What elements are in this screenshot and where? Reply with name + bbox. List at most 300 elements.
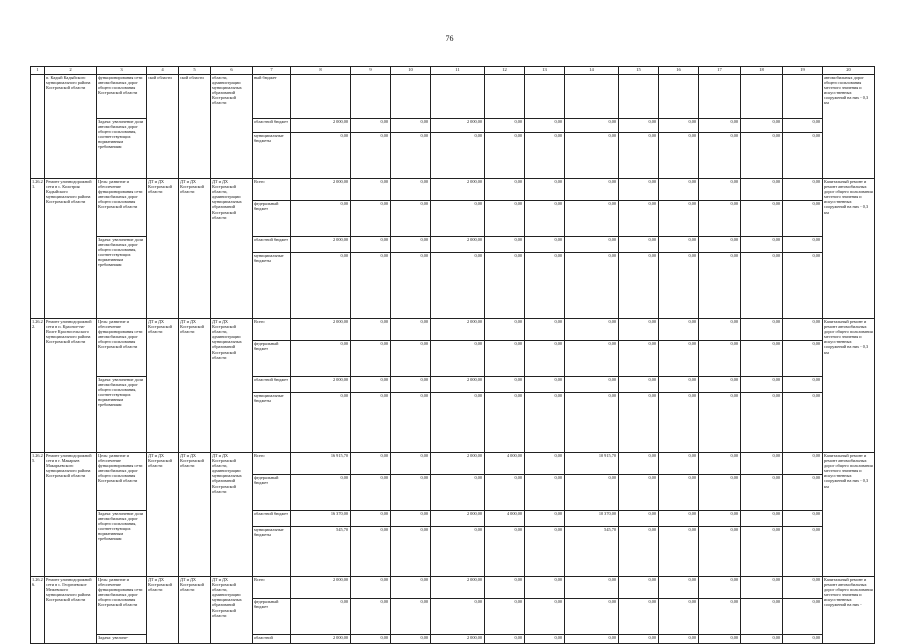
amount-cell: 0,00	[525, 635, 565, 644]
amount-cell: 0,00	[783, 453, 823, 475]
amount-cell: 0,00	[741, 393, 783, 453]
amount-cell	[525, 75, 565, 119]
amount-cell: 0,00	[391, 635, 431, 644]
amount-cell: 0,00	[619, 527, 659, 577]
column-header: 10	[391, 67, 431, 75]
amount-cell: 0,00	[619, 511, 659, 527]
amount-cell: 2 000,00	[431, 319, 485, 341]
amount-cell: 0,00	[741, 377, 783, 393]
task-cell: Задача: увеличение доли автомобильных дорог общего пользования, соответствующих нормативным требованиям	[97, 119, 147, 179]
funding-source-label: муниципальные бюджеты	[253, 133, 291, 179]
table-row	[31, 75, 875, 119]
amount-cell: 0,00	[391, 453, 431, 475]
amount-cell: 0,00	[485, 133, 525, 179]
amount-cell: 0,00	[485, 341, 525, 377]
amount-cell	[659, 75, 699, 119]
goal-cell: Цель: развитие и обеспечение функционирования сети автомобильных дорог общего пользования Костромской области	[97, 319, 147, 377]
amount-cell	[431, 75, 485, 119]
amount-cell: 0,00	[659, 179, 699, 201]
amount-cell: 0,00	[565, 119, 619, 133]
amount-cell: 0,00	[391, 377, 431, 393]
amount-cell: 16 915,70	[291, 453, 351, 475]
amount-cell: 0,00	[351, 201, 391, 237]
amount-cell: 0,00	[699, 341, 741, 377]
amount-cell: 2 000,00	[431, 119, 485, 133]
amount-cell: 0,00	[485, 377, 525, 393]
row-code: 1.26.22.	[31, 319, 45, 453]
amount-cell: 0,00	[659, 119, 699, 133]
amount-cell: 0,00	[783, 527, 823, 577]
amount-cell: 0,00	[741, 341, 783, 377]
amount-cell: 0,00	[699, 377, 741, 393]
amount-cell: 0,00	[619, 319, 659, 341]
amount-cell: 0,00	[431, 133, 485, 179]
amount-cell: 0,00	[783, 635, 823, 644]
executor-cell: ДТ и ДХ Костромской области	[147, 577, 179, 644]
amount-cell: 0,00	[431, 341, 485, 377]
amount-cell: 0,00	[741, 253, 783, 319]
funding-source-label: федеральный бюджет	[253, 201, 291, 237]
amount-cell: 0,00	[659, 577, 699, 599]
amount-cell: 0,00	[291, 599, 351, 635]
task-cell: Задача: увеличение доли автомобильных дорог общего пользования, соответствующих нормативным требованиям	[97, 377, 147, 453]
amount-cell: 0,00	[485, 237, 525, 253]
amount-cell: 2 000,00	[431, 179, 485, 201]
column-header: 15	[619, 67, 659, 75]
column-header: 16	[659, 67, 699, 75]
amount-cell: 0,00	[525, 527, 565, 577]
amount-cell: 0,00	[485, 577, 525, 599]
object-name: Ремонт уличнодорожной сети в с. Георгиевское Межевского муниципального района Костромской области	[45, 577, 97, 644]
object-name: п. Кадый Кадыйского муниципального района Костромской области	[45, 75, 97, 179]
amount-cell: 0,00	[741, 179, 783, 201]
amount-cell: 0,00	[431, 393, 485, 453]
amount-cell: 0,00	[485, 393, 525, 453]
amount-cell: 0,00	[431, 599, 485, 635]
funding-source-label: муниципальные бюджеты	[253, 253, 291, 319]
amount-cell: 0,00	[565, 599, 619, 635]
amount-cell: 2 000,00	[291, 377, 351, 393]
amount-cell: 0,00	[565, 393, 619, 453]
amount-cell: 0,00	[659, 599, 699, 635]
amount-cell: 0,00	[565, 253, 619, 319]
amount-cell: 0,00	[619, 133, 659, 179]
amount-cell: 0,00	[351, 599, 391, 635]
amount-cell: 0,00	[431, 475, 485, 511]
amount-cell: 2 000,00	[291, 577, 351, 599]
amount-cell: 0,00	[525, 377, 565, 393]
amount-cell: 0,00	[565, 201, 619, 237]
amount-cell: 0,00	[741, 453, 783, 475]
amount-cell: 0,00	[699, 511, 741, 527]
amount-cell: 0,00	[351, 453, 391, 475]
amount-cell: 0,00	[659, 201, 699, 237]
amount-cell: 0,00	[565, 577, 619, 599]
result-cell: Капитальный ремонт и ремонт автомобильных дорог общего пользования местного значения и искусственных сооружений на них - 0,3 км	[823, 179, 875, 319]
task-cell: Задача: увеличе-	[97, 635, 147, 644]
amount-cell: 0,00	[699, 179, 741, 201]
amount-cell: 0,00	[659, 133, 699, 179]
funding-source-label: муниципальные бюджеты	[253, 393, 291, 453]
responsible-cell: ДТ и ДХ Костромской области, администрации муниципальных образований Костромской области	[211, 577, 253, 644]
table-row	[31, 179, 875, 201]
amount-cell: 0,00	[351, 119, 391, 133]
amount-cell: 2 000,00	[291, 635, 351, 644]
amount-cell: 0,00	[619, 577, 659, 599]
amount-cell: 0,00	[741, 319, 783, 341]
amount-cell: 0,00	[659, 527, 699, 577]
executor-cell: ДТ и ДХ Костромской области	[147, 319, 179, 453]
amount-cell: 0,00	[525, 511, 565, 527]
amount-cell: 0,00	[391, 201, 431, 237]
amount-cell: 0,00	[741, 599, 783, 635]
amount-cell: 0,00	[619, 453, 659, 475]
amount-cell	[699, 75, 741, 119]
column-header: 3	[97, 67, 147, 75]
amount-cell: 0,00	[783, 119, 823, 133]
amount-cell: 0,00	[525, 393, 565, 453]
amount-cell: 0,00	[351, 635, 391, 644]
amount-cell: 0,00	[783, 341, 823, 377]
amount-cell	[351, 75, 391, 119]
amount-cell: 0,00	[525, 133, 565, 179]
responsible-cell: ДТ и ДХ Костромской области, администрации муниципальных образований Костромской области	[211, 319, 253, 453]
header-row	[31, 67, 875, 75]
goal-cell: функционирования сети автомобильных дорог общего пользования Костромской области	[97, 75, 147, 119]
funding-source-label: ный бюджет	[253, 75, 291, 119]
amount-cell: 0,00	[619, 635, 659, 644]
amount-cell: 0,00	[391, 237, 431, 253]
amount-cell	[485, 75, 525, 119]
funding-source-label: областной бюджет	[253, 377, 291, 393]
amount-cell: 0,00	[485, 179, 525, 201]
amount-cell: 0,00	[699, 319, 741, 341]
amount-cell: 0,00	[431, 253, 485, 319]
amount-cell: 0,00	[659, 511, 699, 527]
result-cell: автомобильных дорог общего пользования местного значения и искусственных сооружений на них - 0,3 км	[823, 75, 875, 179]
amount-cell: 0,00	[699, 237, 741, 253]
amount-cell: 0,00	[783, 511, 823, 527]
amount-cell: 0,00	[351, 393, 391, 453]
amount-cell: 0,00	[619, 119, 659, 133]
column-header: 9	[351, 67, 391, 75]
amount-cell: 0,00	[659, 393, 699, 453]
amount-cell: 0,00	[699, 119, 741, 133]
amount-cell: 0,00	[699, 475, 741, 511]
task-cell: Задача: увеличение доли автомобильных дорог общего пользования, соответствующих нормативным требованиям	[97, 237, 147, 319]
funding-source-label: Всего	[253, 577, 291, 599]
responsible-cell: ДТ и ДХ Костромской области, администрации муниципальных образований Костромской области	[211, 179, 253, 319]
amount-cell	[291, 75, 351, 119]
amount-cell: 0,00	[783, 377, 823, 393]
amount-cell: 0,00	[525, 253, 565, 319]
amount-cell: 0,00	[525, 201, 565, 237]
funding-source-label: Всего	[253, 179, 291, 201]
amount-cell: 2 000,00	[431, 237, 485, 253]
result-cell: Капитальный ремонт и ремонт автомобильных дорог общего пользования местного значения и искусственных сооружений на них - 0,3 км	[823, 453, 875, 577]
amount-cell: 0,00	[525, 453, 565, 475]
amount-cell: 0,00	[391, 393, 431, 453]
amount-cell: 0,00	[391, 475, 431, 511]
executor-cell: ДТ и ДХ Костромской области	[147, 179, 179, 319]
amount-cell: 2 000,00	[431, 635, 485, 644]
budget-table	[30, 66, 875, 644]
row-code	[31, 75, 45, 179]
funding-source-label: областной бюджет	[253, 119, 291, 133]
coexecutor-cell: ДТ и ДХ Костромской области	[179, 577, 211, 644]
amount-cell: 2 000,00	[431, 577, 485, 599]
amount-cell: 0,00	[391, 511, 431, 527]
amount-cell: 0,00	[565, 133, 619, 179]
amount-cell: 0,00	[659, 635, 699, 644]
amount-cell: 0,00	[699, 133, 741, 179]
column-header: 18	[741, 67, 783, 75]
amount-cell: 0,00	[391, 119, 431, 133]
amount-cell: 0,00	[391, 341, 431, 377]
amount-cell: 0,00	[391, 527, 431, 577]
amount-cell: 0,00	[741, 527, 783, 577]
amount-cell: 0,00	[619, 377, 659, 393]
amount-cell: 0,00	[351, 341, 391, 377]
page-number: 76	[445, 34, 454, 43]
funding-source-label: федеральный бюджет	[253, 599, 291, 635]
funding-source-label: федеральный бюджет	[253, 341, 291, 377]
goal-cell: Цель: развитие и обеспечение функционирования сети автомобильных дорог общего пользования Костромской области	[97, 453, 147, 511]
amount-cell: 0,00	[391, 599, 431, 635]
amount-cell: 4 000,00	[485, 453, 525, 475]
coexecutor-cell: ДТ и ДХ Костромской области	[179, 179, 211, 319]
amount-cell: 0,00	[565, 319, 619, 341]
amount-cell: 0,00	[659, 237, 699, 253]
amount-cell	[783, 75, 823, 119]
funding-source-label: Всего	[253, 453, 291, 475]
goal-cell: Цель: развитие и обеспечение функционирования сети автомобильных дорог общего пользования Костромской области	[97, 577, 147, 635]
column-header: 7	[253, 67, 291, 75]
amount-cell: 0,00	[525, 119, 565, 133]
amount-cell: 0,00	[351, 511, 391, 527]
amount-cell: 0,00	[619, 393, 659, 453]
funding-source-label: федеральный бюджет	[253, 475, 291, 511]
amount-cell: 0,00	[525, 599, 565, 635]
amount-cell: 0,00	[783, 475, 823, 511]
amount-cell: 0,00	[351, 179, 391, 201]
amount-cell: 0,00	[659, 319, 699, 341]
amount-cell: 0,00	[699, 527, 741, 577]
amount-cell: 0,00	[525, 475, 565, 511]
amount-cell: 4 000,00	[485, 511, 525, 527]
amount-cell: 2 000,00	[291, 119, 351, 133]
amount-cell: 2 000,00	[431, 377, 485, 393]
amount-cell: 0,00	[431, 201, 485, 237]
column-header: 1	[31, 67, 45, 75]
amount-cell: 10 370,00	[565, 511, 619, 527]
table-row	[31, 577, 875, 599]
amount-cell: 0,00	[525, 179, 565, 201]
result-cell: Капитальный ремонт и ремонт автомобильных дорог общего пользования местного значения и искусственных сооружений на них - 0,3 км	[823, 319, 875, 453]
amount-cell: 0,00	[783, 237, 823, 253]
amount-cell: 0,00	[485, 599, 525, 635]
coexecutor-cell: ской области	[179, 75, 211, 179]
amount-cell: 0,00	[291, 341, 351, 377]
amount-cell: 0,00	[741, 511, 783, 527]
amount-cell: 0,00	[351, 377, 391, 393]
column-header: 19	[783, 67, 823, 75]
amount-cell: 0,00	[699, 453, 741, 475]
amount-cell: 2 000,00	[431, 453, 485, 475]
row-code: 1.26.25.	[31, 453, 45, 577]
amount-cell: 0,00	[619, 179, 659, 201]
amount-cell: 0,00	[699, 201, 741, 237]
coexecutor-cell: ДТ и ДХ Костромской области	[179, 319, 211, 453]
funding-source-label: муниципальные бюджеты	[253, 527, 291, 577]
amount-cell: 0,00	[741, 119, 783, 133]
responsible-cell: области, администрации муниципальных образований Костромской области	[211, 75, 253, 179]
amount-cell: 0,00	[619, 341, 659, 377]
amount-cell: 0,00	[291, 393, 351, 453]
column-header: 6	[211, 67, 253, 75]
amount-cell: 0,00	[485, 475, 525, 511]
task-cell: Задача: увеличение доли автомобильных дорог общего пользования, соответствующих нормативным требованиям	[97, 511, 147, 577]
executor-cell: ДТ и ДХ Костромской области	[147, 453, 179, 577]
amount-cell: 0,00	[291, 133, 351, 179]
amount-cell: 0,00	[391, 133, 431, 179]
amount-cell: 0,00	[391, 253, 431, 319]
amount-cell	[741, 75, 783, 119]
amount-cell: 0,00	[783, 393, 823, 453]
column-header: 11	[431, 67, 485, 75]
goal-cell: Цель: развитие и обеспечение функционирования сети автомобильных дорог общего пользования Костромской области	[97, 179, 147, 237]
amount-cell: 545,70	[291, 527, 351, 577]
object-name: Ремонт уличнодорожной сети в п. Красное-на-Волге Красносельского муниципального района Костромской области	[45, 319, 97, 453]
row-code: 1.26.21.	[31, 179, 45, 319]
amount-cell: 0,00	[485, 253, 525, 319]
amount-cell: 0,00	[351, 237, 391, 253]
amount-cell: 16 370,00	[291, 511, 351, 527]
amount-cell: 0,00	[565, 179, 619, 201]
amount-cell: 0,00	[659, 253, 699, 319]
amount-cell: 0,00	[485, 527, 525, 577]
amount-cell: 0,00	[351, 253, 391, 319]
amount-cell: 0,00	[619, 237, 659, 253]
amount-cell: 0,00	[659, 377, 699, 393]
table-row	[31, 453, 875, 475]
amount-cell: 0,00	[783, 577, 823, 599]
column-header: 17	[699, 67, 741, 75]
funding-source-label: областной бюджет	[253, 237, 291, 253]
amount-cell: 0,00	[391, 179, 431, 201]
amount-cell: 0,00	[351, 577, 391, 599]
amount-cell: 0,00	[565, 377, 619, 393]
amount-cell: 0,00	[619, 475, 659, 511]
amount-cell	[619, 75, 659, 119]
executor-cell: ской области	[147, 75, 179, 179]
amount-cell: 0,00	[741, 237, 783, 253]
funding-source-label: Всего	[253, 319, 291, 341]
amount-cell: 0,00	[291, 201, 351, 237]
amount-cell: 0,00	[525, 577, 565, 599]
amount-cell: 0,00	[291, 475, 351, 511]
amount-cell: 0,00	[659, 341, 699, 377]
amount-cell: 0,00	[699, 577, 741, 599]
row-code: 1.26.26.	[31, 577, 45, 644]
amount-cell: 0,00	[391, 577, 431, 599]
amount-cell: 0,00	[565, 475, 619, 511]
amount-cell: 0,00	[525, 319, 565, 341]
amount-cell	[565, 75, 619, 119]
amount-cell: 0,00	[741, 201, 783, 237]
amount-cell: 10 915,70	[565, 453, 619, 475]
amount-cell: 0,00	[783, 133, 823, 179]
column-header: 14	[565, 67, 619, 75]
amount-cell: 0,00	[619, 201, 659, 237]
amount-cell: 0,00	[431, 527, 485, 577]
amount-cell: 2 000,00	[291, 179, 351, 201]
amount-cell: 0,00	[659, 475, 699, 511]
amount-cell: 0,00	[485, 119, 525, 133]
amount-cell: 2 000,00	[291, 237, 351, 253]
amount-cell: 0,00	[741, 577, 783, 599]
object-name: Ремонт уличнодорожной сети в с. Колотрия Кадыйского муниципального района Костромской области	[45, 179, 97, 319]
responsible-cell: ДТ и ДХ Костромской области, администрации муниципальных образований Костромской области	[211, 453, 253, 577]
column-header: 2	[45, 67, 97, 75]
amount-cell: 0,00	[291, 253, 351, 319]
amount-cell: 0,00	[741, 133, 783, 179]
amount-cell: 0,00	[783, 253, 823, 319]
amount-cell: 0,00	[485, 319, 525, 341]
amount-cell: 0,00	[565, 635, 619, 644]
amount-cell: 0,00	[659, 453, 699, 475]
column-header: 20	[823, 67, 875, 75]
object-name: Ремонт уличнодорожной сети в г. Макарьев Макарьевского муниципального района Костромской области	[45, 453, 97, 577]
amount-cell: 0,00	[699, 253, 741, 319]
amount-cell: 0,00	[741, 475, 783, 511]
amount-cell: 0,00	[485, 201, 525, 237]
amount-cell: 0,00	[619, 599, 659, 635]
funding-source-label: областной	[253, 635, 291, 644]
amount-cell: 0,00	[351, 527, 391, 577]
table-row	[31, 319, 875, 341]
amount-cell: 0,00	[391, 319, 431, 341]
amount-cell: 2 000,00	[431, 511, 485, 527]
column-header: 4	[147, 67, 179, 75]
funding-source-label: областной бюджет	[253, 511, 291, 527]
column-header: 12	[485, 67, 525, 75]
amount-cell	[391, 75, 431, 119]
amount-cell: 545,70	[565, 527, 619, 577]
amount-cell: 0,00	[741, 635, 783, 644]
amount-cell: 0,00	[699, 393, 741, 453]
amount-cell: 0,00	[619, 253, 659, 319]
amount-cell: 0,00	[351, 475, 391, 511]
amount-cell: 0,00	[485, 635, 525, 644]
amount-cell: 0,00	[525, 341, 565, 377]
amount-cell: 0,00	[525, 237, 565, 253]
result-cell: Капитальный ремонт и ремонт автомобильных дорог общего пользования местного значения и искусственных сооружений на них -	[823, 577, 875, 644]
amount-cell: 2 000,00	[291, 319, 351, 341]
amount-cell: 0,00	[351, 319, 391, 341]
column-header: 8	[291, 67, 351, 75]
column-header: 13	[525, 67, 565, 75]
amount-cell: 0,00	[565, 237, 619, 253]
amount-cell: 0,00	[699, 635, 741, 644]
column-header: 5	[179, 67, 211, 75]
amount-cell: 0,00	[783, 319, 823, 341]
amount-cell: 0,00	[783, 599, 823, 635]
amount-cell: 0,00	[565, 341, 619, 377]
amount-cell: 0,00	[783, 201, 823, 237]
amount-cell: 0,00	[699, 599, 741, 635]
coexecutor-cell: ДТ и ДХ Костромской области	[179, 453, 211, 577]
